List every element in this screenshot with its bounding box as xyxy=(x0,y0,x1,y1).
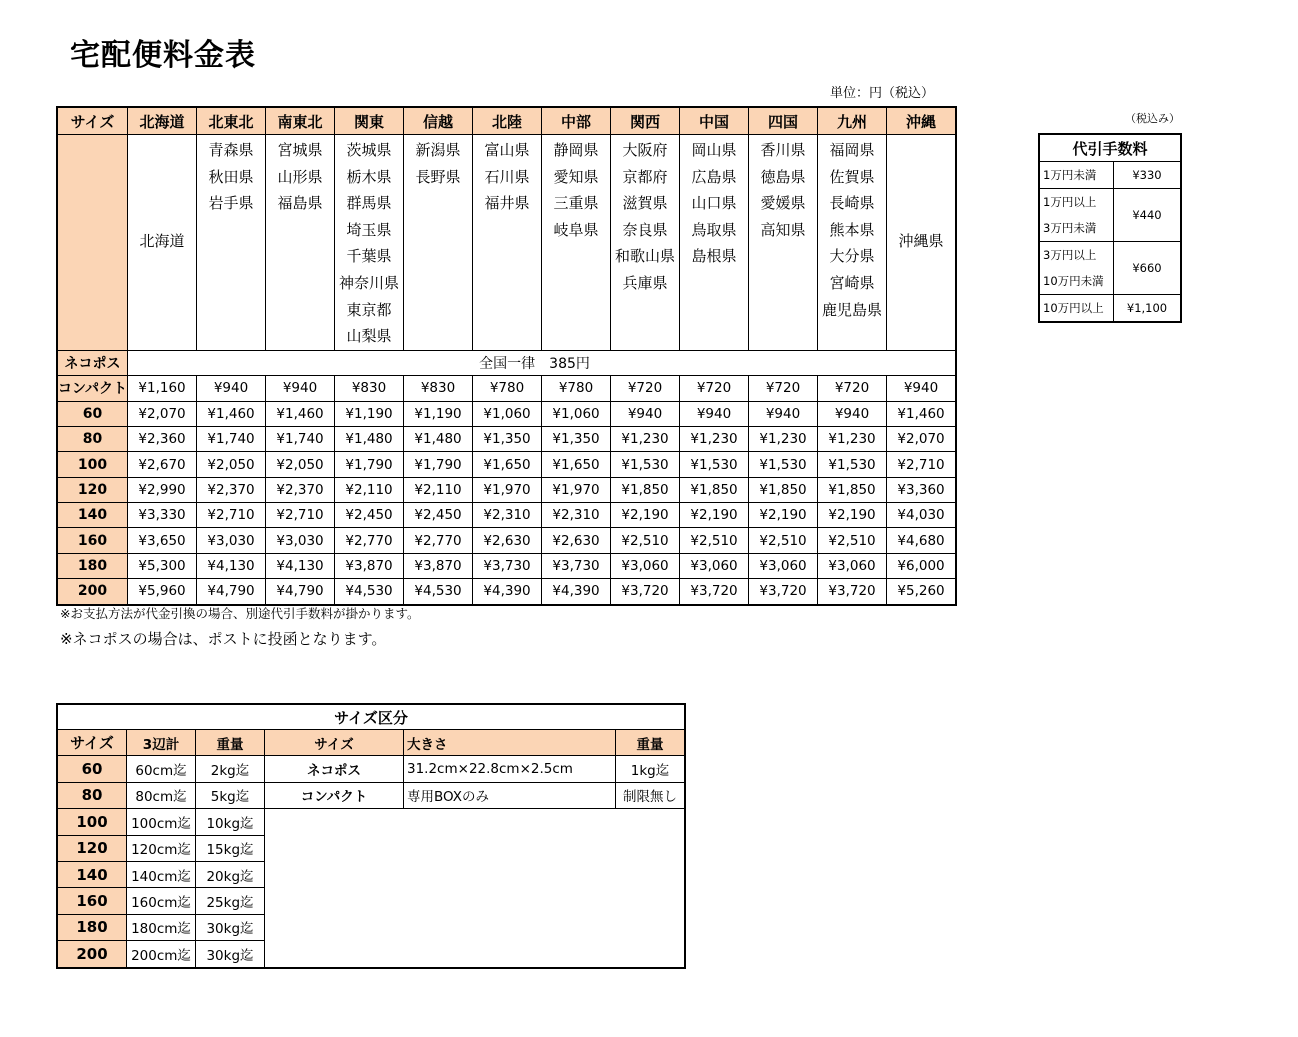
fee-range-line: 10万円未満 xyxy=(1043,274,1104,288)
fee-row xyxy=(1039,295,1181,323)
special-size-dims: 専用BOXのみ xyxy=(404,782,616,808)
price-cell: ¥1,060 xyxy=(473,401,542,426)
unit-note: 単位：円（税込） xyxy=(830,86,935,101)
price-cell: ¥3,730 xyxy=(542,553,611,578)
prefecture-list xyxy=(749,135,817,243)
page-title: 宅配便料金表 xyxy=(70,38,256,73)
prefecture-cell xyxy=(749,135,818,351)
price-cell: ¥1,460 xyxy=(197,401,266,426)
fee-range xyxy=(1039,189,1114,242)
price-cell: ¥1,190 xyxy=(404,401,473,426)
prefecture-name: 長野県 xyxy=(415,167,461,186)
prefecture-list xyxy=(818,135,886,323)
fee-range-line: 1万円未満 xyxy=(1043,168,1097,182)
prefecture-name: 三重県 xyxy=(553,194,599,213)
price-cell: ¥2,050 xyxy=(266,452,335,477)
price-cell: ¥1,350 xyxy=(542,426,611,451)
size-value: 140 xyxy=(57,861,127,887)
prefecture-list xyxy=(266,135,334,217)
prefecture-cell xyxy=(818,135,887,351)
price-cell: ¥720 xyxy=(611,376,680,401)
price-cell: ¥4,130 xyxy=(266,553,335,578)
cod-note: ※お支払方法が代金引換の場合、別途代引手数料が掛かります。 xyxy=(60,606,420,621)
prefecture-list xyxy=(335,135,403,350)
prefecture-name: 千葉県 xyxy=(346,247,392,266)
fee-row xyxy=(1039,162,1181,189)
size-row xyxy=(57,888,685,914)
prefecture-name: 山形県 xyxy=(277,167,323,186)
price-cell: ¥1,740 xyxy=(197,426,266,451)
price-cell: ¥1,350 xyxy=(473,426,542,451)
price-cell: ¥3,030 xyxy=(266,528,335,553)
size-table-header: 重量 xyxy=(616,730,686,756)
price-cell: ¥780 xyxy=(473,376,542,401)
price-cell: ¥1,460 xyxy=(887,401,957,426)
three-side-total: 100cm迄 xyxy=(127,809,196,835)
prefecture-name: 神奈川県 xyxy=(339,273,400,292)
prefecture-cell xyxy=(128,135,197,351)
nekopos-text: 全国一律 xyxy=(479,355,536,372)
fee-amount: ¥1,100 xyxy=(1114,295,1182,323)
prefecture-name: 東京都 xyxy=(346,300,392,319)
prefecture-list xyxy=(680,135,748,270)
three-side-total: 120cm迄 xyxy=(127,835,196,861)
size-value: 180 xyxy=(57,914,127,940)
rate-row xyxy=(57,426,956,451)
size-value: 100 xyxy=(57,809,127,835)
price-cell: ¥830 xyxy=(335,376,404,401)
weight-limit: 10kg迄 xyxy=(196,809,265,835)
prefecture-list xyxy=(611,135,679,297)
weight-limit: 30kg迄 xyxy=(196,941,265,968)
size-value: 120 xyxy=(57,835,127,861)
price-cell: ¥1,160 xyxy=(128,376,197,401)
prefecture-name: 埼玉県 xyxy=(346,220,392,239)
prefecture-name: 香川県 xyxy=(760,141,806,159)
price-cell: ¥2,710 xyxy=(197,503,266,528)
price-cell: ¥2,510 xyxy=(818,528,887,553)
blank-cell xyxy=(265,914,686,940)
size-table-title: サイズ区分 xyxy=(57,704,685,730)
region-header: 中国 xyxy=(680,107,749,135)
rate-row xyxy=(57,376,956,401)
price-cell: ¥4,790 xyxy=(266,579,335,605)
prefecture-name: 高知県 xyxy=(760,220,806,239)
price-cell: ¥4,030 xyxy=(887,503,957,528)
fee-range xyxy=(1039,162,1114,189)
price-cell: ¥2,310 xyxy=(473,503,542,528)
price-cell: ¥940 xyxy=(680,401,749,426)
size-label: 100 xyxy=(57,452,128,477)
weight-limit: 15kg迄 xyxy=(196,835,265,861)
rate-row xyxy=(57,528,956,553)
size-label: 60 xyxy=(57,401,128,426)
prefecture-name: 宮崎県 xyxy=(829,273,875,292)
price-cell: ¥940 xyxy=(611,401,680,426)
price-cell: ¥2,050 xyxy=(197,452,266,477)
rate-row xyxy=(57,401,956,426)
price-cell: ¥1,790 xyxy=(335,452,404,477)
rate-row xyxy=(57,579,956,605)
price-cell: ¥2,710 xyxy=(266,503,335,528)
blank-cell xyxy=(265,941,686,968)
prefecture-cell xyxy=(473,135,542,351)
price-cell: ¥5,260 xyxy=(887,579,957,605)
fee-title: 代引手数料 xyxy=(1039,134,1181,162)
prefecture-row xyxy=(57,135,956,351)
price-cell: ¥4,130 xyxy=(197,553,266,578)
fee-row xyxy=(1039,242,1181,295)
price-cell: ¥4,390 xyxy=(542,579,611,605)
prefecture-row-label xyxy=(57,135,128,351)
price-cell: ¥1,850 xyxy=(818,477,887,502)
size-label: 160 xyxy=(57,528,128,553)
size-row xyxy=(57,914,685,940)
three-side-total: 140cm迄 xyxy=(127,861,196,887)
rate-header-row xyxy=(57,107,956,135)
price-cell: ¥1,850 xyxy=(611,477,680,502)
price-cell: ¥1,060 xyxy=(542,401,611,426)
rate-row xyxy=(57,452,956,477)
prefecture-name: 大分県 xyxy=(829,247,875,266)
price-cell: ¥720 xyxy=(818,376,887,401)
size-row xyxy=(57,756,685,782)
prefecture-name: 兵庫県 xyxy=(622,273,668,292)
price-cell: ¥1,850 xyxy=(680,477,749,502)
price-cell: ¥1,230 xyxy=(818,426,887,451)
price-cell: ¥2,190 xyxy=(611,503,680,528)
price-cell: ¥5,300 xyxy=(128,553,197,578)
price-cell: ¥3,870 xyxy=(335,553,404,578)
prefecture-cell xyxy=(542,135,611,351)
price-cell: ¥3,030 xyxy=(197,528,266,553)
price-cell: ¥3,720 xyxy=(680,579,749,605)
price-cell: ¥4,790 xyxy=(197,579,266,605)
prefecture-name: 秋田県 xyxy=(208,167,254,186)
region-header: 北海道 xyxy=(128,107,197,135)
prefecture-name: 新潟県 xyxy=(415,141,461,159)
price-cell: ¥2,070 xyxy=(128,401,197,426)
price-cell: ¥1,460 xyxy=(266,401,335,426)
price-cell: ¥2,110 xyxy=(335,477,404,502)
prefecture-name: 京都府 xyxy=(622,167,668,186)
prefecture-list xyxy=(542,135,610,243)
nekopos-note: ※ネコポスの場合は、ポストに投函となります。 xyxy=(60,630,387,648)
price-cell: ¥6,000 xyxy=(887,553,957,578)
region-header: 中部 xyxy=(542,107,611,135)
price-cell: ¥2,510 xyxy=(680,528,749,553)
prefecture-name: 沖縄県 xyxy=(898,231,944,250)
region-header: 沖縄 xyxy=(887,107,957,135)
prefecture-name: 鹿児島県 xyxy=(822,300,883,319)
size-value: 80 xyxy=(57,782,127,808)
price-cell: ¥1,970 xyxy=(542,477,611,502)
nekopos-label: ネコポス xyxy=(57,350,128,375)
price-cell: ¥2,190 xyxy=(680,503,749,528)
fee-range-line: 10万円以上 xyxy=(1043,301,1104,315)
size-row xyxy=(57,941,685,968)
price-cell: ¥4,680 xyxy=(887,528,957,553)
weight-limit: 25kg迄 xyxy=(196,888,265,914)
prefecture-name: 福島県 xyxy=(277,194,323,213)
price-cell: ¥1,530 xyxy=(818,452,887,477)
price-cell: ¥2,370 xyxy=(197,477,266,502)
fee-range-line: 1万円以上 xyxy=(1043,195,1097,209)
price-cell: ¥2,310 xyxy=(542,503,611,528)
price-cell: ¥1,480 xyxy=(335,426,404,451)
prefecture-name: 徳島県 xyxy=(760,167,806,186)
price-cell: ¥2,190 xyxy=(818,503,887,528)
special-size-dims: 31.2cm×22.8cm×2.5cm xyxy=(404,756,616,782)
price-cell: ¥4,390 xyxy=(473,579,542,605)
prefecture-cell xyxy=(335,135,404,351)
size-label: 200 xyxy=(57,579,128,605)
fee-range xyxy=(1039,295,1114,323)
price-cell: ¥940 xyxy=(818,401,887,426)
blank-cell xyxy=(265,835,686,861)
price-cell: ¥1,790 xyxy=(404,452,473,477)
prefecture-name: 石川県 xyxy=(484,167,530,186)
size-table-header: サイズ xyxy=(265,730,404,756)
price-cell: ¥4,530 xyxy=(404,579,473,605)
prefecture-name: 滋賀県 xyxy=(622,194,668,213)
prefecture-name: 山梨県 xyxy=(346,327,392,346)
size-label: 120 xyxy=(57,477,128,502)
prefecture-name: 富山県 xyxy=(484,141,530,159)
fee-range-line: 3万円未満 xyxy=(1043,221,1097,235)
price-cell: ¥1,190 xyxy=(335,401,404,426)
prefecture-name: 熊本県 xyxy=(829,220,875,239)
prefecture-cell xyxy=(404,135,473,351)
blank-cell xyxy=(265,809,686,835)
price-cell: ¥1,230 xyxy=(611,426,680,451)
prefecture-cell xyxy=(680,135,749,351)
prefecture-name: 福岡県 xyxy=(829,141,875,159)
price-cell: ¥3,720 xyxy=(611,579,680,605)
prefecture-name: 青森県 xyxy=(208,141,254,159)
size-table-header: サイズ xyxy=(57,730,127,756)
size-row xyxy=(57,809,685,835)
price-cell: ¥3,720 xyxy=(749,579,818,605)
price-cell: ¥5,960 xyxy=(128,579,197,605)
prefecture-name: 愛知県 xyxy=(553,167,599,186)
size-table-header: 重量 xyxy=(196,730,265,756)
price-cell: ¥2,710 xyxy=(887,452,957,477)
fee-amount: ¥330 xyxy=(1114,162,1182,189)
region-header: 関西 xyxy=(611,107,680,135)
price-cell: ¥3,360 xyxy=(887,477,957,502)
three-side-total: 80cm迄 xyxy=(127,782,196,808)
fee-title-row xyxy=(1039,134,1181,162)
special-size-name: ネコポス xyxy=(265,756,404,782)
region-header: 北東北 xyxy=(197,107,266,135)
prefecture-name: 岩手県 xyxy=(208,194,254,213)
blank-cell xyxy=(265,861,686,887)
region-header: 信越 xyxy=(404,107,473,135)
size-label: コンパクト xyxy=(57,376,128,401)
prefecture-name: 宮城県 xyxy=(277,141,323,159)
special-size-weight: 1kg迄 xyxy=(616,756,686,782)
blank-cell xyxy=(265,888,686,914)
prefecture-name: 岡山県 xyxy=(691,141,737,159)
nekopos-row xyxy=(57,350,956,375)
size-title-row xyxy=(57,704,685,730)
prefecture-cell xyxy=(887,135,957,351)
price-cell: ¥940 xyxy=(266,376,335,401)
weight-limit: 5kg迄 xyxy=(196,782,265,808)
price-cell: ¥2,360 xyxy=(128,426,197,451)
price-cell: ¥3,870 xyxy=(404,553,473,578)
price-cell: ¥1,230 xyxy=(749,426,818,451)
three-side-total: 160cm迄 xyxy=(127,888,196,914)
price-cell: ¥3,060 xyxy=(680,553,749,578)
prefecture-name: 和歌山県 xyxy=(615,247,676,266)
prefecture-cell xyxy=(266,135,335,351)
tax-note: （税込み） xyxy=(1125,112,1180,125)
price-cell: ¥720 xyxy=(749,376,818,401)
prefecture-name: 茨城県 xyxy=(346,141,392,159)
rate-table xyxy=(56,106,957,606)
price-cell: ¥940 xyxy=(887,376,957,401)
price-cell: ¥2,110 xyxy=(404,477,473,502)
size-value: 60 xyxy=(57,756,127,782)
price-cell: ¥2,450 xyxy=(404,503,473,528)
price-cell: ¥1,850 xyxy=(749,477,818,502)
region-header: 四国 xyxy=(749,107,818,135)
price-cell: ¥940 xyxy=(197,376,266,401)
nekopos-price: 385円 xyxy=(549,355,590,372)
price-cell: ¥1,740 xyxy=(266,426,335,451)
prefecture-name: 栃木県 xyxy=(346,167,392,186)
size-label: 140 xyxy=(57,503,128,528)
price-cell: ¥2,630 xyxy=(473,528,542,553)
prefecture-name: 群馬県 xyxy=(346,194,392,213)
price-cell: ¥780 xyxy=(542,376,611,401)
price-cell: ¥720 xyxy=(680,376,749,401)
price-cell: ¥1,230 xyxy=(680,426,749,451)
special-size-name: コンパクト xyxy=(265,782,404,808)
prefecture-name: 岐阜県 xyxy=(553,220,599,239)
price-cell: ¥940 xyxy=(749,401,818,426)
fee-amount: ¥660 xyxy=(1114,242,1182,295)
cod-fee-table xyxy=(1038,133,1182,323)
size-table-header: 大きさ xyxy=(404,730,616,756)
size-label: 180 xyxy=(57,553,128,578)
size-header-row xyxy=(57,730,685,756)
nekopos-price-cell xyxy=(128,350,957,375)
size-row xyxy=(57,861,685,887)
prefecture-name: 長崎県 xyxy=(829,194,875,213)
size-header: サイズ xyxy=(57,107,128,135)
rate-row xyxy=(57,477,956,502)
prefecture-name: 愛媛県 xyxy=(760,194,806,213)
prefecture-name: 山口県 xyxy=(691,194,737,213)
three-side-total: 60cm迄 xyxy=(127,756,196,782)
prefecture-name: 広島県 xyxy=(691,167,737,186)
prefecture-list xyxy=(473,135,541,217)
region-header: 南東北 xyxy=(266,107,335,135)
prefecture-cell xyxy=(197,135,266,351)
prefecture-name: 福井県 xyxy=(484,194,530,213)
three-side-total: 200cm迄 xyxy=(127,941,196,968)
prefecture-name: 静岡県 xyxy=(553,141,599,159)
size-row xyxy=(57,835,685,861)
size-value: 160 xyxy=(57,888,127,914)
price-cell: ¥2,370 xyxy=(266,477,335,502)
fee-range-line: 3万円以上 xyxy=(1043,248,1097,262)
price-cell: ¥3,060 xyxy=(818,553,887,578)
size-table-header: 3辺計 xyxy=(127,730,196,756)
price-cell: ¥830 xyxy=(404,376,473,401)
price-cell: ¥1,530 xyxy=(680,452,749,477)
weight-limit: 30kg迄 xyxy=(196,914,265,940)
rate-row xyxy=(57,503,956,528)
price-cell: ¥2,510 xyxy=(749,528,818,553)
size-label: 80 xyxy=(57,426,128,451)
weight-limit: 20kg迄 xyxy=(196,861,265,887)
size-class-table xyxy=(56,703,686,969)
size-value: 200 xyxy=(57,941,127,968)
rate-row xyxy=(57,553,956,578)
prefecture-name: 大阪府 xyxy=(622,141,668,159)
special-size-weight: 制限無し xyxy=(616,782,686,808)
fee-amount: ¥440 xyxy=(1114,189,1182,242)
price-cell: ¥3,060 xyxy=(611,553,680,578)
price-cell: ¥3,330 xyxy=(128,503,197,528)
fee-row xyxy=(1039,189,1181,242)
size-row xyxy=(57,782,685,808)
price-cell: ¥3,730 xyxy=(473,553,542,578)
prefecture-list xyxy=(197,135,265,217)
price-cell: ¥2,510 xyxy=(611,528,680,553)
price-cell: ¥2,190 xyxy=(749,503,818,528)
price-cell: ¥1,650 xyxy=(473,452,542,477)
prefecture-list xyxy=(404,135,472,190)
region-header: 九州 xyxy=(818,107,887,135)
prefecture-name: 島根県 xyxy=(691,247,737,266)
three-side-total: 180cm迄 xyxy=(127,914,196,940)
price-cell: ¥3,060 xyxy=(749,553,818,578)
prefecture-name: 北海道 xyxy=(139,231,185,250)
price-cell: ¥1,480 xyxy=(404,426,473,451)
price-cell: ¥2,770 xyxy=(404,528,473,553)
prefecture-name: 奈良県 xyxy=(622,220,668,239)
prefecture-name: 佐賀県 xyxy=(829,167,875,186)
price-cell: ¥2,070 xyxy=(887,426,957,451)
prefecture-cell xyxy=(611,135,680,351)
price-cell: ¥1,530 xyxy=(611,452,680,477)
price-cell: ¥2,990 xyxy=(128,477,197,502)
price-cell: ¥2,450 xyxy=(335,503,404,528)
price-cell: ¥2,670 xyxy=(128,452,197,477)
prefecture-name: 鳥取県 xyxy=(691,220,737,239)
region-header: 関東 xyxy=(335,107,404,135)
price-cell: ¥1,530 xyxy=(749,452,818,477)
fee-range xyxy=(1039,242,1114,295)
region-header: 北陸 xyxy=(473,107,542,135)
price-cell: ¥2,770 xyxy=(335,528,404,553)
weight-limit: 2kg迄 xyxy=(196,756,265,782)
price-cell: ¥1,970 xyxy=(473,477,542,502)
price-cell: ¥3,650 xyxy=(128,528,197,553)
price-cell: ¥3,720 xyxy=(818,579,887,605)
price-cell: ¥1,650 xyxy=(542,452,611,477)
price-cell: ¥4,530 xyxy=(335,579,404,605)
price-cell: ¥2,630 xyxy=(542,528,611,553)
